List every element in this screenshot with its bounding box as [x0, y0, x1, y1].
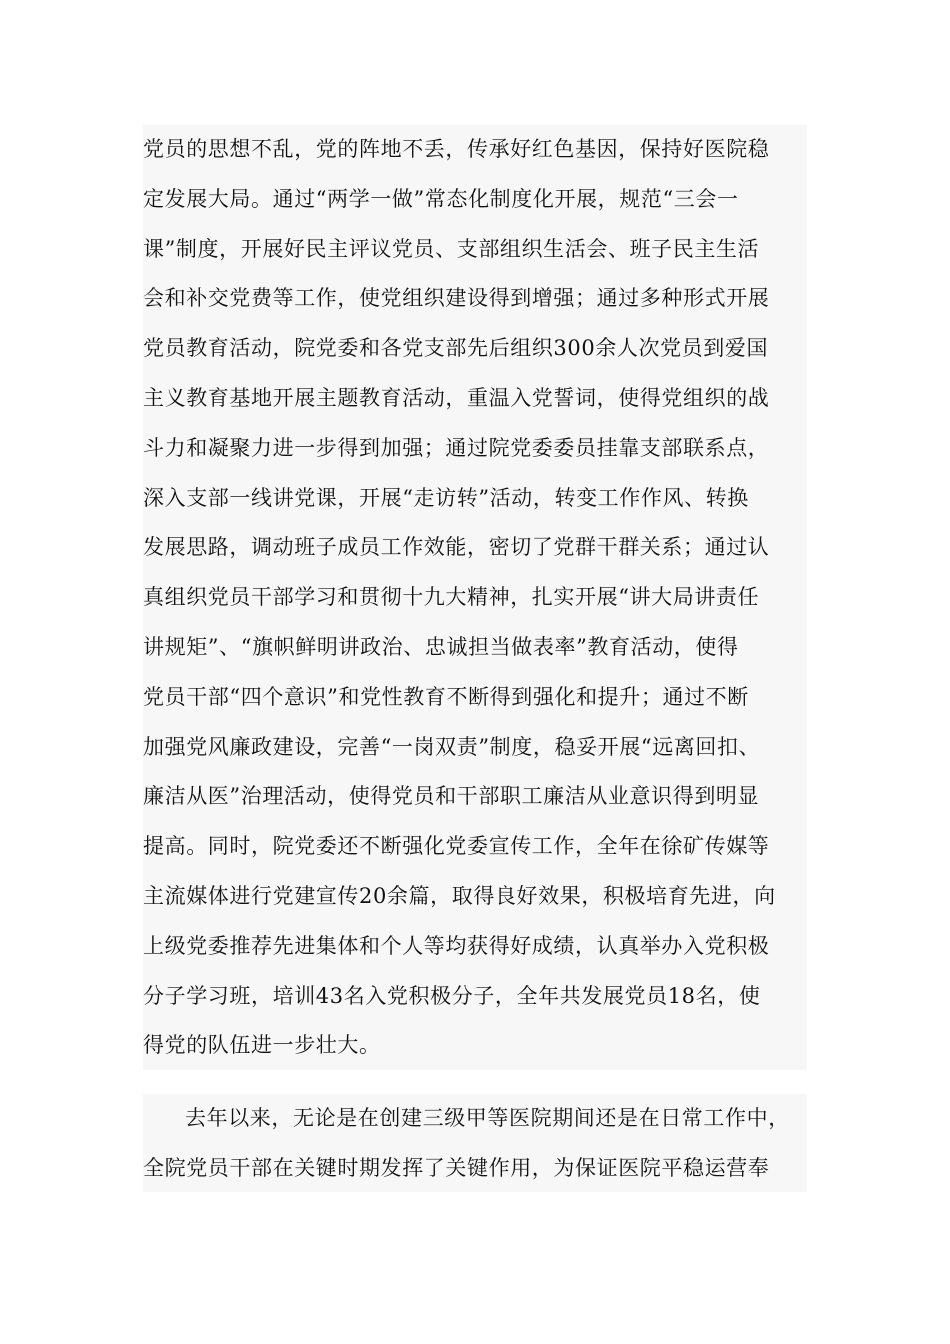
text-line: 加强党风廉政建设，完善“一岗双责”制度，稳妥开展“远离回扣、 [143, 734, 761, 759]
text-line: 会和补交党费等工作，使党组织建设得到增强；通过多种形式开展 [143, 286, 770, 311]
text-line: 发展思路，调动班子成员工作效能，密切了党群干群关系；通过认 [143, 535, 770, 560]
text-line: 党员干部“四个意识”和党性教育不断得到强化和提升；通过不断 [143, 684, 749, 709]
text-line: 上级党委推荐先进集体和个人等均获得好成绩，认真举办入党积极 [143, 933, 770, 958]
text-line: 定发展大局。通过“两学一做”常态化制度化开展，规范“三会一 [143, 186, 739, 211]
text-line: 党员的思想不乱，党的阵地不丢，传承好红色基因，保持好医院稳 [143, 137, 770, 161]
text-line: 得党的队伍进一步壮大。 [143, 1033, 381, 1058]
text-line: 课”制度，开展好民主评议党员、支部组织生活会、班子民主生活 [143, 236, 760, 261]
text-line: 主义教育基地开展主题教育活动，重温入党誓词，使得党组织的战 [143, 385, 770, 410]
text-line: 真组织党员干部学习和贯彻十九大精神，扎实开展“讲大局讲责任 [143, 585, 760, 610]
text-line: 讲规矩”、“旗帜鲜明讲政治、忠诚担当做表率”教育活动，使得 [143, 634, 739, 659]
text-line: 深入支部一线讲党课，开展“走访转”活动，转变工作作风、转换 [143, 485, 749, 510]
text-line: 分子学习班，培训43名入党积极分子，全年共发展党员18名，使 [143, 983, 761, 1008]
text-line: 去年以来，无论是在创建三级甲等医院期间还是在日常工作中， [185, 1106, 790, 1130]
text-line: 党员教育活动，院党委和各党支部先后组织300余人次党员到爱国 [143, 336, 769, 361]
text-line: 主流媒体进行党建宣传20余篇，取得良好效果，积极培育先进，向 [143, 883, 776, 908]
text-line: 廉洁从医”治理活动，使得党员和干部职工廉洁从业意识得到明显 [143, 784, 760, 809]
paragraph-2 [143, 1094, 807, 1192]
text-line: 全院党员干部在关键时期发挥了关键作用，为保证医院平稳运营奉 [143, 1155, 770, 1180]
text-line: 斗力和凝聚力进一步得到加强；通过院党委委员挂靠支部联系点， [143, 435, 770, 460]
text-line: 提高。同时，院党委还不断强化党委宣传工作，全年在徐矿传媒等 [143, 834, 770, 859]
paragraph-1 [143, 125, 807, 1070]
